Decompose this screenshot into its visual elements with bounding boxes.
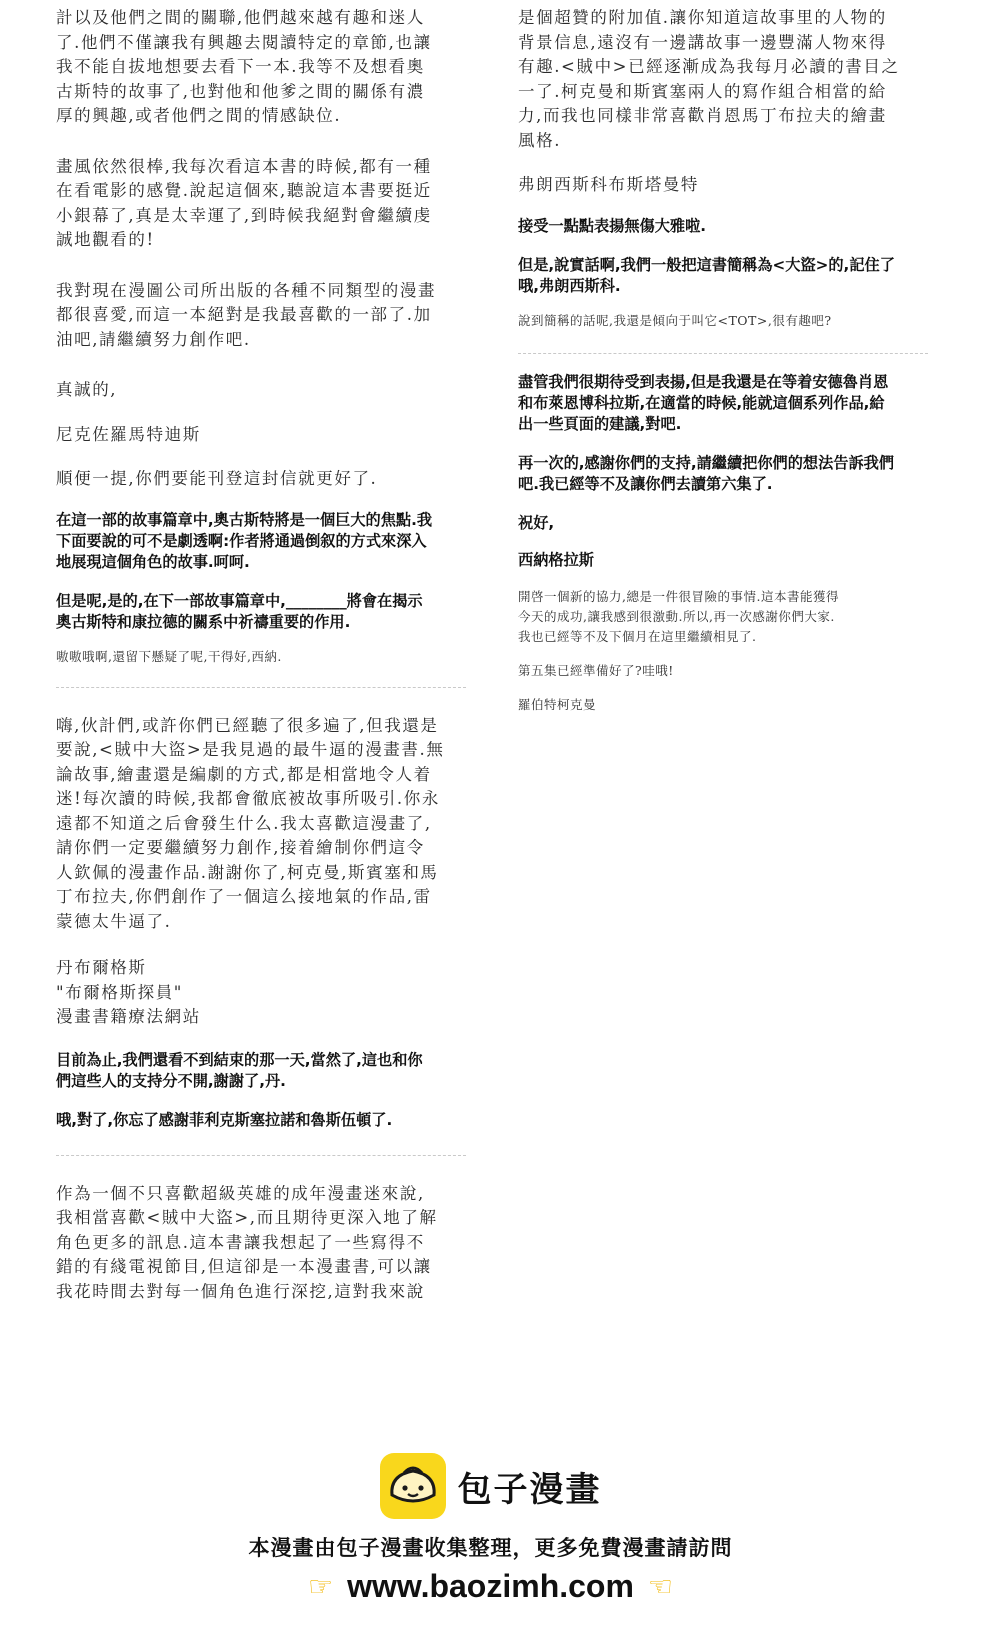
letter-paragraph: 我對現在漫圖公司所出版的各種不同類型的漫畫 都很喜愛,而這一本絕對是我最喜歡的一部了.加 油吧,請繼續努力創作吧. — [56, 280, 437, 349]
editor-reply: 在這一部的故事篇章中,奧古斯特將是一個巨大的焦點.我 下面要說的可不是劇透啊:作者將通過倒叙的方式來深入 地展現這個角色的故事.呵呵. — [56, 510, 433, 571]
right-column — [518, 0, 942, 715]
editor-reply: 目前為止,我們還看不到結束的那一天,當然了,這也和你 們這些人的支持分不開,謝謝了,丹. — [56, 1050, 423, 1090]
letter-paragraph: 嗨,伙計們,或許你們已經聽了很多遍了,但我還是 要說,<賊中大盜>是我見過的最牛逼的漫畫書.無 論故事,繪畫還是編劇的方式,都是相當地令人着 迷!每次讀的時候,我都會徹底被故事所吸引.你永 遠都不知道之后會發生什么.我太喜歡這漫畫了, 請你們一定要繼續努力創作,接着繪制你們這令 人欽佩的漫畫作品.謝謝你了,柯克曼,斯賓塞和馬 丁布拉夫,你們創作了一個這么接地氣的作品,雷 蒙德太牛逼了. — [56, 715, 445, 931]
letter-signature: 弗朗西斯科布斯塔曼特 — [518, 175, 699, 194]
editor-reply: 盡管我們很期待受到表揚,但是我還是在等着安德魯肖恩 和布萊恩博科拉斯,在適當的時候,能就這個系列作品,給 出一些頁面的建議,對吧. — [518, 372, 889, 433]
brand-row[interactable] — [0, 1450, 981, 1522]
bun-face-icon — [380, 1453, 446, 1519]
letter-postscript: 順便一提,你們要能刊登這封信就更好了. — [56, 469, 378, 488]
letter-paragraph: 計以及他們之間的關聯,他們越來越有趣和迷人 了.他們不僅讓我有興趣去閱讀特定的章節,也讓 我不能自拔地想要去看下一本.我等不及想看奧 古斯特的故事了,也對他和他爹之間的關係有濃 厚的興趣,或者他們之間的情感缺位. — [56, 8, 432, 125]
editor-signature: 羅伯特柯克曼 — [518, 696, 597, 712]
pointing-right-hand-icon: ☞ — [307, 1570, 334, 1603]
letter-signature: 丹布爾格斯 "布爾格斯探員" 漫畫書籍療法網站 — [56, 958, 201, 1026]
left-column — [56, 0, 480, 1304]
editor-note: 第五集已經準備好了?哇哦! — [518, 662, 674, 678]
editor-reply: 但是,說實話啊,我們一般把這書簡稱為<大盜>的,記住了 哦,弗朗西斯科. — [518, 255, 895, 295]
section-divider — [56, 687, 466, 688]
editor-closing: 祝好, — [518, 513, 555, 532]
editor-note: 開啓一個新的協力,總是一件很冒險的事情.這本書能獲得 今天的成功,讓我感到很激動.所以,再一次感謝你們大家. 我也已經等不及下個月在這里繼續相見了. — [518, 588, 839, 644]
letter-paragraph: 是個超贊的附加值.讓你知道這故事里的人物的 背景信息,遠沒有一邊講故事一邊豐滿人物來得 有趣.<賊中>已經逐漸成為我每月必讀的書目之 一了.柯克曼和斯賓塞兩人的寫作組合相當的給 力,而我也同樣非常喜歡肖恩馬丁布拉夫的繪畫 風格. — [518, 8, 900, 150]
editor-reply: 接受一點點表揚無傷大雅啦. — [518, 216, 707, 235]
pointing-left-hand-icon: ☜ — [647, 1570, 674, 1603]
editor-reply: 但是呢,是的,在下一部故事篇章中,________將會在揭示 奧古斯特和康拉德的關系中祈禱重要的作用. — [56, 591, 423, 631]
letter-signature: 尼克佐羅馬特迪斯 — [56, 424, 201, 444]
letter-paragraph: 畫風依然很棒,我每次看這本書的時候,都有一種 在看電影的感覺.說起這個來,聽說這本書要挺近 小銀幕了,真是太幸運了,到時候我絕對會繼續虔 誠地觀看的! — [56, 156, 432, 249]
site-footer — [0, 1450, 981, 1605]
editor-reply: 再一次的,感謝你們的支持,請繼續把你們的想法告訴我們 吧.我已經等不及讓你們去讀第六集了. — [518, 453, 895, 493]
brand-name: 包子漫畫 — [457, 1469, 602, 1510]
editor-reply: 哦,對了,你忘了感謝菲利克斯塞拉諾和魯斯伍頓了. — [56, 1110, 393, 1129]
editor-signature: 西納格拉斯 — [518, 550, 594, 569]
site-url-link[interactable]: www.baozimh.com — [347, 1568, 634, 1604]
section-divider — [518, 353, 928, 354]
site-link-row[interactable] — [0, 1568, 981, 1605]
section-divider — [56, 1155, 466, 1156]
editor-note: 說到簡稱的話呢,我還是傾向于叫它<TOT>,很有趣吧? — [518, 312, 832, 328]
editor-note: 嗷嗷哦啊,還留下懸疑了呢,干得好,西納. — [56, 648, 282, 664]
letter-paragraph: 作為一個不只喜歡超級英雄的成年漫畫迷來說, 我相當喜歡<賊中大盜>,而且期待更深入地了解 角色更多的訊息.這本書讓我想起了一些寫得不 錯的有綫電視節目,但這卻是一本漫畫書,可以讓 我花時間去對每一個角色進行深挖,這對我來說 — [56, 1183, 438, 1301]
letter-closing: 真誠的, — [56, 380, 118, 399]
collection-notice: 本漫畫由包子漫畫收集整理，更多免費漫畫請訪問 — [248, 1536, 733, 1560]
